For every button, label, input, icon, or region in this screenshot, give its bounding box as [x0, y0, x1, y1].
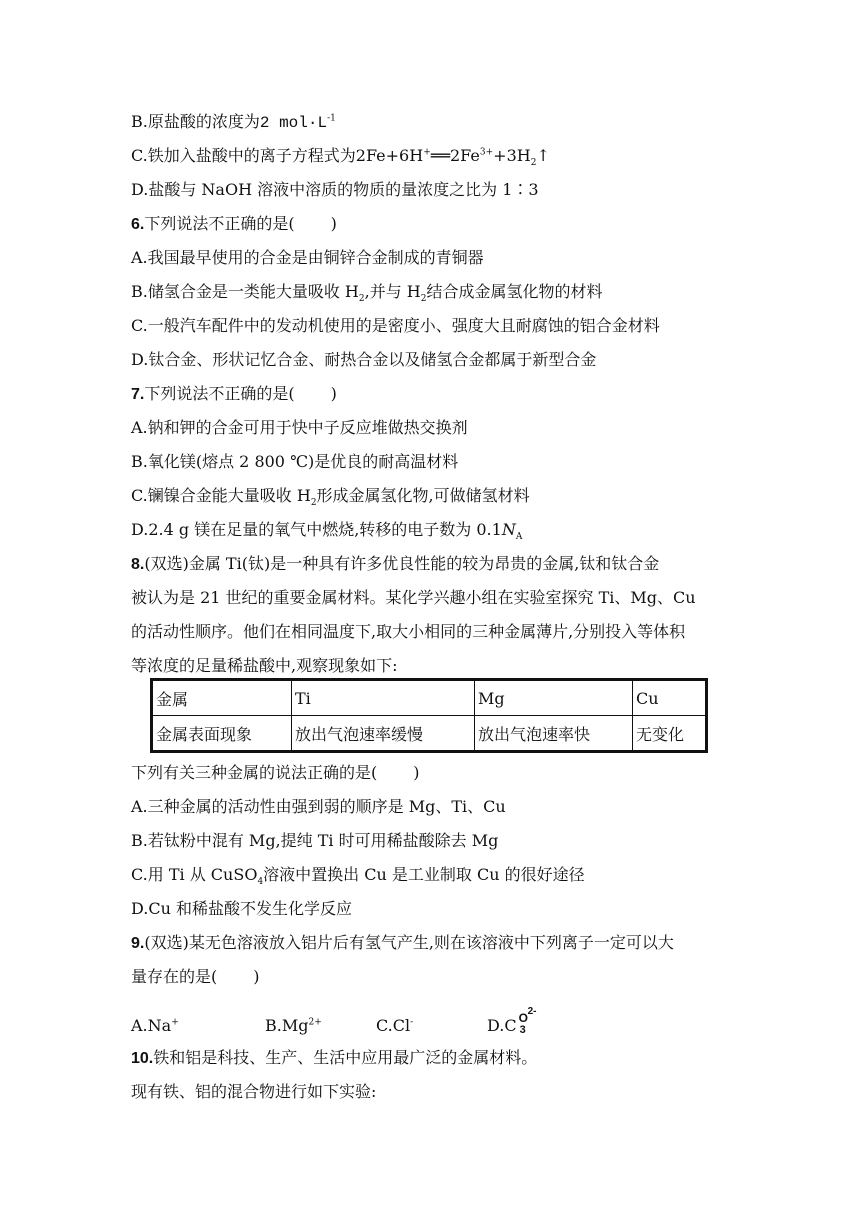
- metal-observation-table: [150, 678, 708, 753]
- q7-option-d: D.2.4 g 镁在足量的氧气中燃烧,转移的电子数为 $0.1N_A$: [131, 520, 523, 543]
- q7-option-a: A.钠和钾的合金可用于快中子反应堆做热交换剂: [131, 418, 468, 437]
- table-header-cell: 金属: [152, 680, 292, 716]
- q9-stem-line-1: 9.(双选)某无色溶液放入铝片后有氢气产生,则在该溶液中下列离子一定可以大: [131, 933, 674, 952]
- table-cell: 放出气泡速率快: [475, 716, 633, 752]
- q8-option-d: D.Cu 和稀盐酸不发生化学反应: [131, 899, 352, 918]
- q9-stem-line-2: 量存在的是( ): [131, 967, 260, 986]
- q6-stem: 6.下列说法不正确的是( ): [131, 214, 337, 233]
- q8-question: 下列有关三种金属的说法正确的是( ): [131, 763, 420, 782]
- q9-option-c: C.Cl-: [376, 1016, 414, 1035]
- q6-option-d: D.钛合金、形状记忆合金、耐热合金以及储氢合金都属于新型合金: [131, 350, 597, 369]
- q10-stem-line-1: 10.铁和铝是科技、生产、生活中应用最广泛的金属材料。: [131, 1048, 538, 1067]
- q8-stem-line-3: 的活动性顺序。他们在相同温度下,取大小相同的三种金属薄片,分别投入等体积: [131, 622, 686, 641]
- q8-stem-line-2: 被认为是 21 世纪的重要金属材料。某化学兴趣小组在实验室探究 Ti、Mg、Cu: [131, 588, 696, 607]
- table-header-cell: Mg: [475, 680, 633, 716]
- q8-stem-line-1: 8.(双选)金属 Ti(钛)是一种具有许多优良性能的较为昂贵的金属,钛和钛合金: [131, 554, 660, 573]
- table-cell: 无变化: [633, 716, 707, 752]
- q5-option-d: D.盐酸与 NaOH 溶液中溶质的物质的量浓度之比为 1∶3: [131, 180, 539, 199]
- table-header-cell: Cu: [633, 680, 707, 716]
- q7-stem: 7.下列说法不正确的是( ): [131, 384, 337, 403]
- table-cell: 放出气泡速率缓慢: [292, 716, 475, 752]
- q6-option-a: A.我国最早使用的合金是由铜锌合金制成的青铜器: [131, 248, 484, 267]
- q7-option-c: C.镧镍合金能大量吸收 $H_2$形成金属氢化物,可做储氢材料: [131, 486, 530, 509]
- q10-stem-line-2: 现有铁、铝的混合物进行如下实验:: [131, 1082, 377, 1101]
- table-header-cell: Ti: [292, 680, 475, 716]
- q9-option-b: $B.Mg^{2+}$: [265, 1016, 322, 1035]
- q6-option-b: B.储氢合金是一类能大量吸收 $H_2$,并与 $H_2$结合成金属氢化物的材料: [131, 282, 603, 305]
- q8-option-b: B.若钛粉中混有 Mg,提纯 Ti 时可用稀盐酸除去 Mg: [131, 831, 499, 850]
- q9-option-a: A.Na+: [131, 1016, 179, 1035]
- table-header-row: [152, 680, 707, 716]
- table-cell: 金属表面现象: [152, 716, 292, 752]
- q9-option-d: D.C O 3 2-: [487, 1006, 537, 1036]
- q8-stem-line-4: 等浓度的足量稀盐酸中,观察现象如下:: [131, 656, 398, 675]
- table-row: [152, 716, 707, 752]
- q7-option-b: B.氧化镁(熔点 2 800 ℃)是优良的耐高温材料: [131, 452, 459, 471]
- q8-option-a: A.三种金属的活动性由强到弱的顺序是 Mg、Ti、Cu: [131, 797, 506, 816]
- q5-option-c: C.铁加入盐酸中的离子方程式为$2Fe+6H^+══2Fe^{3+}+3H_2↑$: [131, 146, 550, 169]
- q8-option-c: C.用 Ti 从 CuSO$_4$溶液中置换出 Cu 是工业制取 Cu 的很好途径: [131, 865, 585, 888]
- q5-option-b: B.原盐酸的浓度为2 $mol\cdot L^{-1}$: [131, 112, 336, 132]
- q6-option-c: C.一般汽车配件中的发动机使用的是密度小、强度大且耐腐蚀的铝合金材料: [131, 316, 660, 335]
